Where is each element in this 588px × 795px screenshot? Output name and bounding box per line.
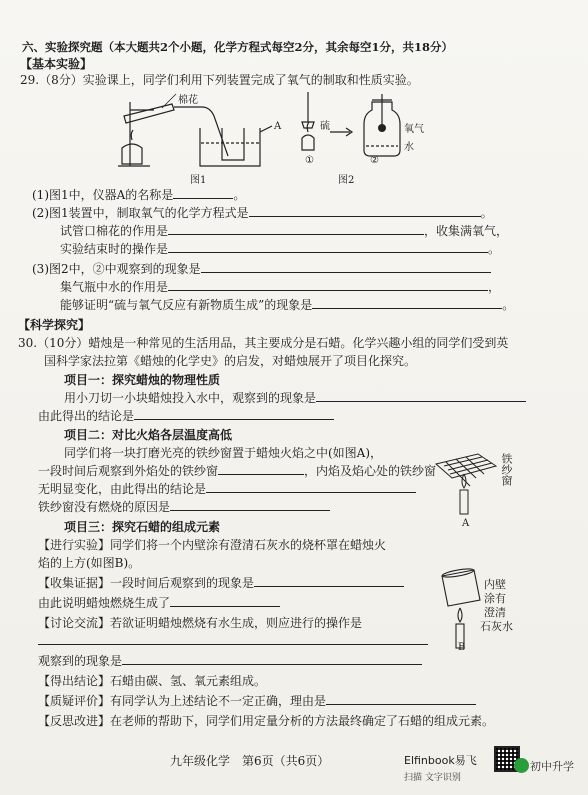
q29-2a: (2)图1装置中，制取氧气的化学方程式是 。 xyxy=(32,206,493,220)
fig-b-label-2: 涂有 xyxy=(484,592,506,605)
q29-1: (1)图1中，仪器A的名称是 。 xyxy=(32,188,246,202)
project-1-title: 项目一：探究蜡烛的物理性质 xyxy=(64,373,221,387)
fig2-num-1: ① xyxy=(305,155,314,166)
project-3-f: 观察到的现象是 xyxy=(38,654,422,668)
q29-2c: 实验结束时的操作是 。 xyxy=(60,242,501,256)
fig1-cotton-label: 棉花 xyxy=(178,95,198,106)
fig2-water-label: 水 xyxy=(404,142,414,153)
fig2-num-2: ② xyxy=(370,155,379,166)
project-1-a: 用小刀切一小块蜡烛投入水中，观察到的现象是 xyxy=(64,391,526,405)
wechat-icon xyxy=(514,758,529,773)
project-2-b: 一段时间后观察到外焰处的铁纱窗 ，内焰及焰心处的铁纱窗 xyxy=(38,464,437,478)
q30-stem-2: 国科学家法拉第《蜡烛的化学史》的启发，对蜡烛展开了项目化探究。 xyxy=(44,354,417,368)
project-1-b: 由此得出的结论是 xyxy=(38,409,334,423)
fig-b-label-1: 内壁 xyxy=(484,578,506,591)
fig1-caption: 图1 xyxy=(190,175,207,186)
project-2-d: 铁纱窗没有燃烧的原因是 xyxy=(38,500,330,514)
project-2-title: 项目二：对比火焰各层温度高低 xyxy=(64,428,233,442)
project-2-a: 同学们将一块打磨光亮的铁纱窗置于蜡烛火焰之中(如图A)， xyxy=(64,446,383,460)
project-3-g: 【得出结论】石蜡由碳、氢、氧元素组成。 xyxy=(38,674,267,688)
watermark: 初中升学 xyxy=(530,760,574,773)
q30-stem-1: 30.（10分）蜡烛是一种常见的生活用品，其主要成分是石蜡。化学兴趣小组的同学们受到英 xyxy=(18,336,509,350)
app-scan-label: 扫描 文字识别 xyxy=(404,773,461,783)
figure-1-apparatus xyxy=(110,88,290,170)
project-3-b: 焰的上方(如图B)。 xyxy=(38,556,141,570)
q29-3b: 集气瓶中水的作用是 ， xyxy=(60,280,501,294)
page-footer: 九年级化学 第6页（共6页） xyxy=(170,754,330,768)
q29-stem: 29.（8分）实验课上，同学们利用下列装置完成了氧气的制取和性质实验。 xyxy=(20,73,419,87)
fig2-caption: 图2 xyxy=(338,175,355,186)
q29-2b: 试管口棉花的作用是 ，收集满氧气， xyxy=(60,224,509,238)
project-3-d: 由此说明蜡烛燃烧生成了 xyxy=(38,596,280,610)
fig-a-caption: A xyxy=(462,518,470,529)
project-3-c: 【收集证据】一段时间后观察到的现象是 xyxy=(38,576,404,590)
project-3-title: 项目三：探究石蜡的组成元素 xyxy=(64,520,221,534)
project-3-i: 【反思改进】在老师的帮助下，同学们用定量分析的方法最终确定了石蜡的组成元素。 xyxy=(38,714,495,728)
science-inquiry-tag: 【科学探究】 xyxy=(18,318,91,332)
project-3-a: 【进行实验】同学们将一个内壁涂有澄清石灰水的烧杯罩在蜡烛火 xyxy=(38,538,387,552)
fig1-label-a: A xyxy=(274,121,282,132)
app-brand: Elfinbook易飞 xyxy=(404,754,477,767)
section-title: 六、实验探究题（本大题共2个小题，化学方程式每空2分，其余每空1分，共18分） xyxy=(22,40,454,54)
fig-b-label-4: 石灰水 xyxy=(480,620,513,633)
q29-3c: 能够证明“硫与氧气反应有新物质生成”的现象是 。 xyxy=(60,298,515,312)
project-3-h: 【质疑评价】有同学认为上述结论不一定正确，理由是 xyxy=(38,694,476,708)
fig-a-label: 铁纱窗 xyxy=(500,453,513,486)
project-3-e: 【讨论交流】若欲证明蜡烛燃烧有水生成，则应进行的操作是 xyxy=(38,616,363,630)
basic-experiment-tag: 【基本实验】 xyxy=(20,57,93,71)
q29-3a: (3)图2中，②中观察到的现象是 xyxy=(32,262,491,276)
fig-b-label-3: 澄清 xyxy=(484,606,506,619)
fig2-sulfur-label: 硫 xyxy=(320,121,330,132)
project-2-c: 无明显变化，由此得出的结论是 xyxy=(38,482,416,496)
fig-b-caption: B xyxy=(458,642,466,653)
figure-a-candle-gauze xyxy=(430,448,500,518)
fig2-oxygen-label: 氧气 xyxy=(404,124,424,135)
project-3-e-blank xyxy=(38,634,428,648)
figure-b-beaker-candle xyxy=(434,568,488,650)
